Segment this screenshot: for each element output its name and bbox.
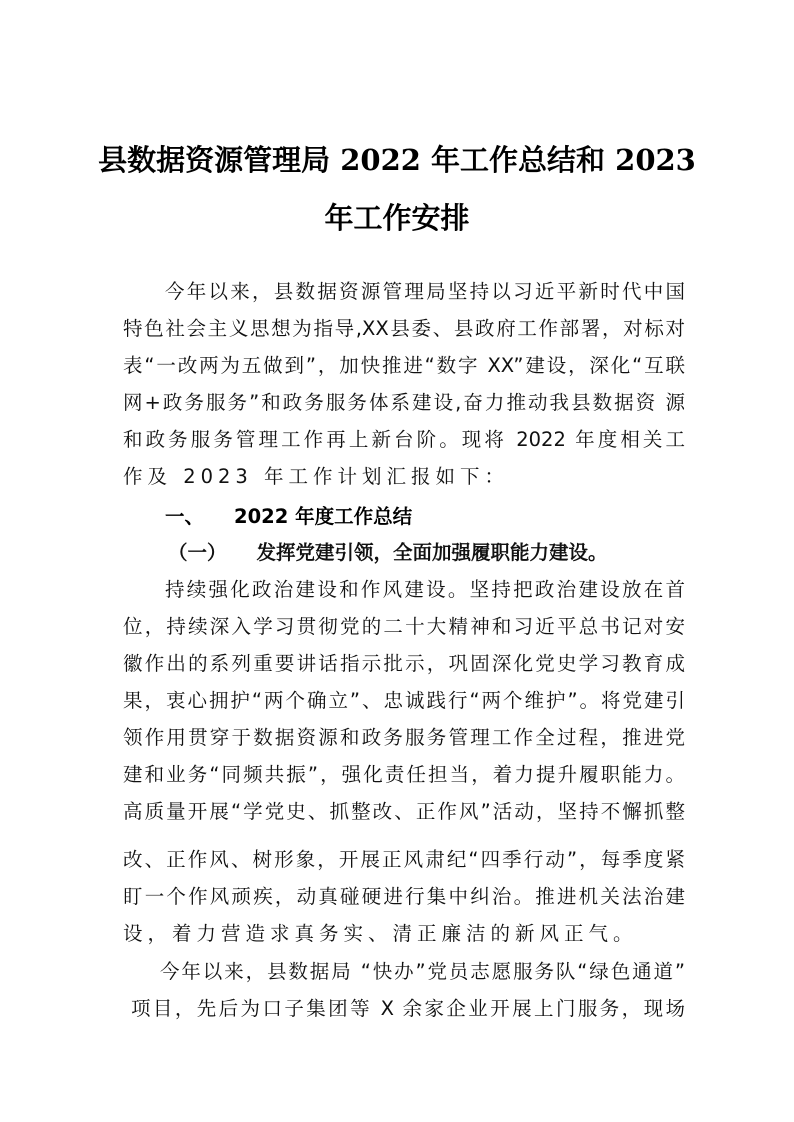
body-line: 持续强化政治建设和作风建设。坚持把政治建设放在首	[165, 578, 685, 601]
body-line: 位，持续深入学习贯彻党的二十大精神和习近平总书记对安	[123, 615, 685, 638]
body-line: 徽作出的系列重要讲话指示批示，巩固深化党史学习教育成	[123, 652, 685, 675]
body-line: 高质量开展“学党史、抓整改、正作风”活动，坚持不懈抓整	[123, 800, 685, 823]
subsection-title: 发挥党建引领，全面加强履职能力建设。	[256, 541, 608, 564]
intro-line: 作及 2023 年工作计划汇报如下：	[123, 465, 510, 488]
intro-line: 网+政务服务”和政务服务体系建设,奋力推动我县数据资 源	[123, 391, 685, 414]
section-heading-1	[165, 505, 412, 529]
body-line: 改、正作风、树形象，开展正风肃纪“四季行动”，每季度紧	[123, 848, 685, 871]
document-title-line-2: 年工作安排	[324, 201, 470, 235]
section-number: 一、	[165, 505, 205, 528]
body-line: 领作用贯穿于数据资源和政务服务管理工作全过程，推进党	[123, 726, 685, 749]
intro-line: 特色社会主义思想为指导,XX县委、县政府工作部署，对标对	[123, 317, 685, 340]
intro-line: 表“一改两为五做到”，加快推进“数字 XX”建设，深化“互联	[123, 354, 685, 377]
subsection-number: （一）	[168, 541, 227, 564]
document-title-line-1: 县数据资源管理局 2022 年工作总结和 2023	[98, 143, 696, 177]
body-line: 果，衷心拥护“两个确立”、忠诚践行“两个维护”。将党建引	[123, 689, 685, 712]
body-line: 设，着力营造求真务实、清正廉洁的新风正气。	[123, 922, 638, 945]
body-line: 项目，先后为口子集团等 X 余家企业开展上门服务，现场	[131, 997, 685, 1020]
section-title: 2022 年度工作总结	[234, 505, 413, 528]
intro-line: 和政务服务管理工作再上新台阶。现将 2022 年度相关工	[123, 428, 685, 451]
body-line: 建和业务“同频共振”，强化责任担当，着力提升履职能力。	[123, 763, 685, 786]
subsection-heading-1	[168, 541, 608, 565]
body-line: 盯一个作风顽疾，动真碰硬进行集中纠治。推进机关法治建	[123, 885, 685, 908]
body-line: 今年以来，县数据局 “快办”党员志愿服务队“绿色通道”	[160, 960, 685, 983]
intro-line: 今年以来，县数据资源管理局坚持以习近平新时代中国	[165, 280, 685, 303]
